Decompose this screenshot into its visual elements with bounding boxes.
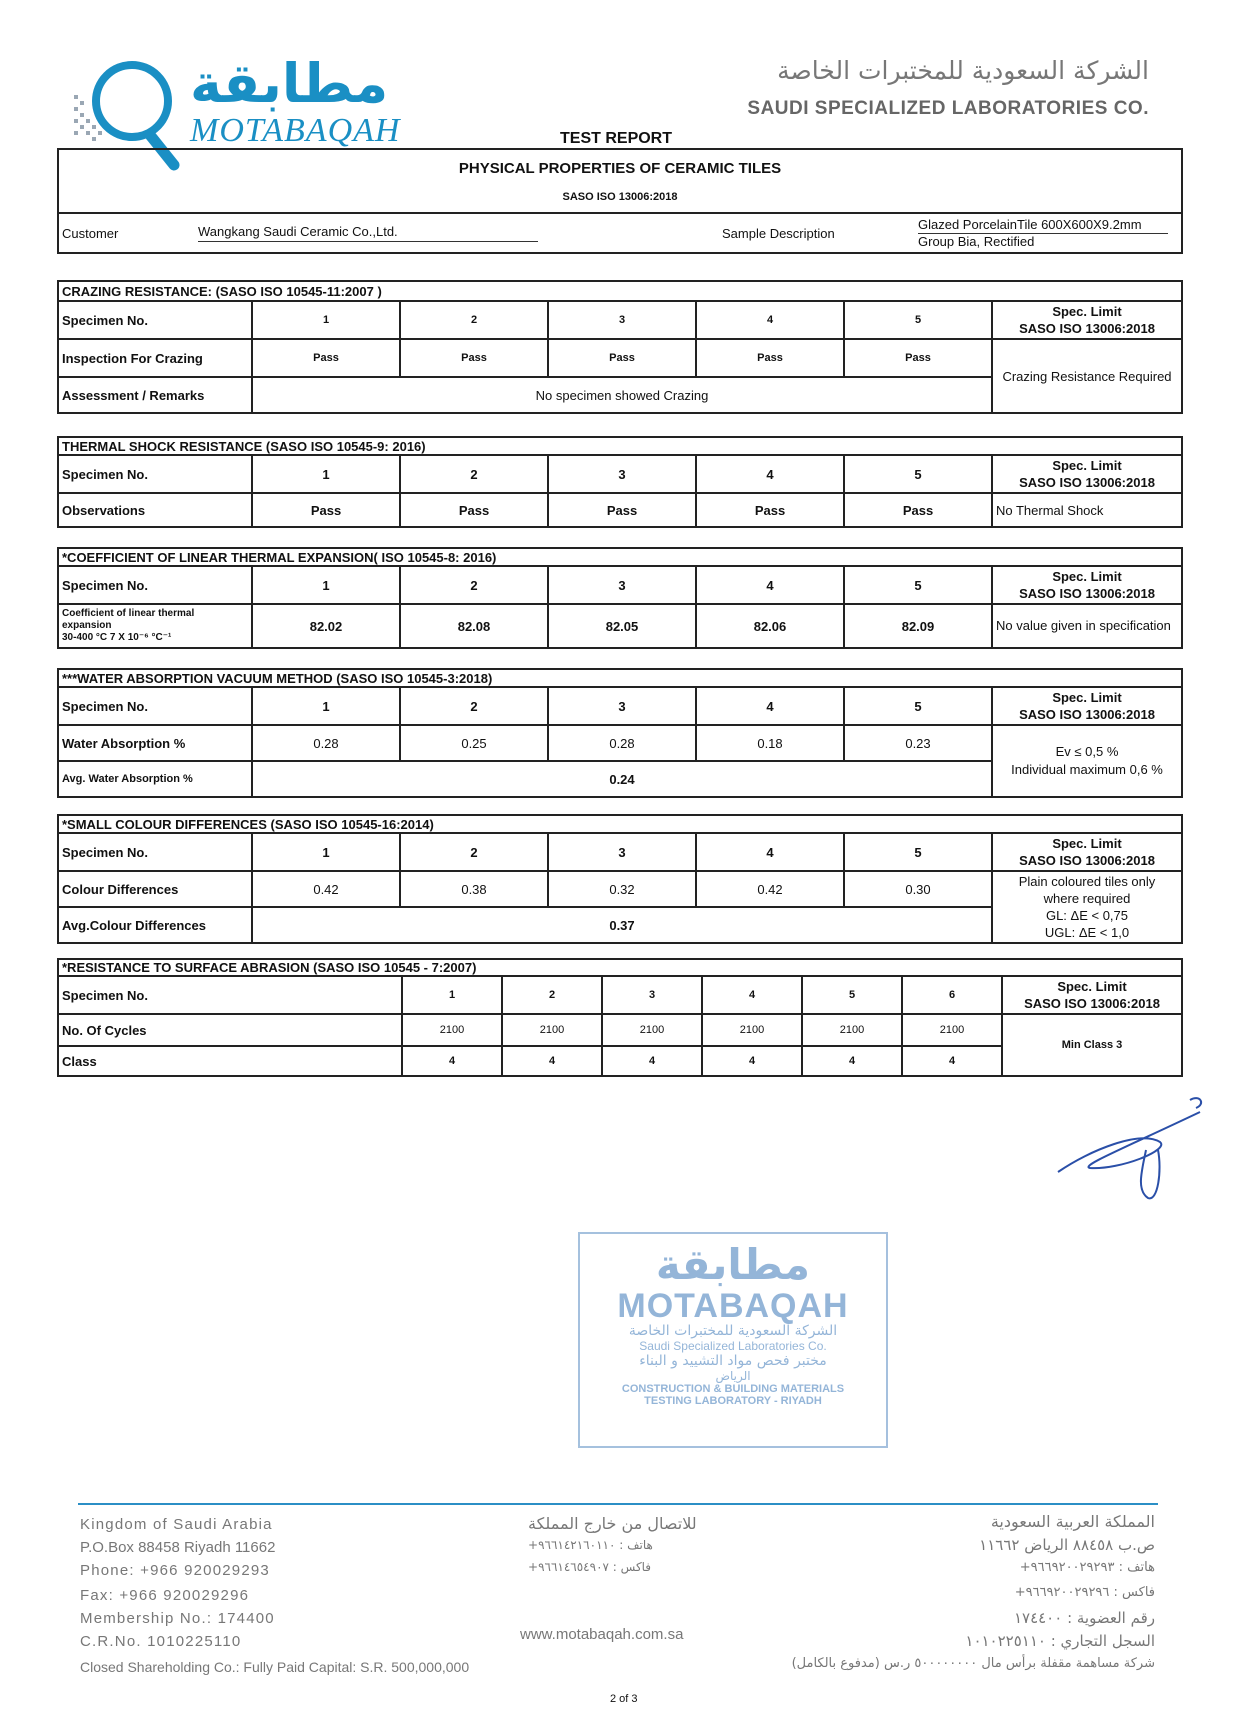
specimen-number: 2	[502, 976, 602, 1014]
footer-capital: Closed Shareholding Co.: Fully Paid Capital: S.R. 500,000,000	[80, 1659, 470, 1675]
company-stamp	[578, 1232, 888, 1448]
colour-difference-value: 0.42	[696, 871, 844, 907]
expansion-coefficient-label	[58, 604, 252, 648]
specimen-number: 2	[400, 833, 548, 871]
colour-limit-line3: GL: ΔE < 0,75	[1045, 908, 1129, 923]
spec-limit-label: Spec. Limit	[1052, 304, 1122, 319]
crazing-result: Pass	[844, 339, 992, 377]
colour-section-title: *SMALL COLOUR DIFFERENCES (SASO ISO 10545-16:2014)	[58, 815, 1182, 833]
thermal-result: Pass	[252, 493, 400, 527]
specimen-number: 1	[252, 455, 400, 493]
expansion-value: 82.09	[844, 604, 992, 648]
water-section-title: ***WATER ABSORPTION VACUUM METHOD (SASO ISO 10545-3:2018)	[58, 669, 1182, 687]
specimen-number: 3	[548, 301, 696, 339]
crazing-remarks: No specimen showed Crazing	[252, 377, 992, 413]
logo-english-text: MOTABAQAH	[190, 112, 401, 149]
crazing-table	[57, 280, 1183, 414]
colour-differences-label: Colour Differences	[58, 871, 252, 907]
footer-country-arabic: المملكة العربية السعودية	[990, 1512, 1155, 1531]
specimen-number: 2	[400, 566, 548, 604]
thermal-result: Pass	[696, 493, 844, 527]
observations-label: Observations	[58, 493, 252, 527]
specimen-number: 3	[548, 833, 696, 871]
spec-limit-header	[992, 833, 1182, 871]
footer-intl-contact: للاتصال من خارج المملكة	[528, 1514, 697, 1533]
specimen-number: 3	[548, 687, 696, 725]
customer-label: Customer	[58, 213, 195, 253]
spec-limit-header	[992, 566, 1182, 604]
stamp-logo-arabic: مطابقة	[655, 1240, 811, 1289]
class-value: 4	[402, 1046, 502, 1076]
cycles-value: 2100	[502, 1014, 602, 1046]
specimen-number: 5	[844, 455, 992, 493]
avg-colour-differences-label: Avg.Colour Differences	[58, 907, 252, 943]
spec-standard: SASO ISO 13006:2018	[1019, 853, 1155, 868]
stamp-company-english: Saudi Specialized Laboratories Co.	[639, 1339, 827, 1353]
cycles-label: No. Of Cycles	[58, 1014, 402, 1046]
stamp-lab-city: TESTING LABORATORY - RIYADH	[644, 1395, 822, 1407]
spec-limit-header	[992, 301, 1182, 339]
expansion-spec-limit: No value given in specification	[992, 604, 1182, 648]
footer-capital-arabic: شركة مساهمة مقفلة برأس مال ٥٠٠٠٠٠٠٠٠ ر.س (مدفوع بالكامل)	[791, 1656, 1155, 1671]
spec-limit-header	[992, 687, 1182, 725]
page-number: 2 of 3	[610, 1693, 638, 1705]
specimen-number: 3	[548, 455, 696, 493]
specimen-number: 4	[702, 976, 802, 1014]
water-spec-limit	[992, 725, 1182, 797]
crazing-result: Pass	[548, 339, 696, 377]
footer-website-link[interactable]: www.motabaqah.com.sa	[520, 1626, 684, 1643]
specimen-no-label: Specimen No.	[58, 833, 252, 871]
avg-water-absorption-value: 0.24	[252, 761, 992, 797]
sample-value-line1: Glazed PorcelainTile 600X600X9.2mm	[918, 216, 1142, 232]
assessment-remarks-label: Assessment / Remarks	[58, 377, 252, 413]
cycles-value: 2100	[702, 1014, 802, 1046]
sample-value-line2: Group Bia, Rectified	[918, 233, 1168, 250]
specimen-number: 5	[844, 566, 992, 604]
specimen-number: 1	[252, 301, 400, 339]
expansion-value: 82.02	[252, 604, 400, 648]
footer-fax: Fax: +966 920029296	[80, 1587, 250, 1604]
footer-fax-arabic: فاكس : ٩٦٦٩٢٠٠٢٩٢٩٦+	[1014, 1585, 1155, 1600]
colour-difference-value: 0.38	[400, 871, 548, 907]
specimen-number: 5	[844, 687, 992, 725]
spec-limit-label: Spec. Limit	[1057, 979, 1127, 994]
cycles-value: 2100	[402, 1014, 502, 1046]
specimen-number: 4	[696, 455, 844, 493]
thermal-section-title: THERMAL SHOCK RESISTANCE (SASO ISO 10545-9: 2016)	[58, 437, 1182, 455]
spec-standard: SASO ISO 13006:2018	[1019, 707, 1155, 722]
specimen-number: 4	[696, 687, 844, 725]
specimen-no-label: Specimen No.	[58, 455, 252, 493]
spec-limit-label: Spec. Limit	[1052, 690, 1122, 705]
specimen-no-label: Specimen No.	[58, 301, 252, 339]
specimen-number: 5	[844, 833, 992, 871]
footer-pobox: P.O.Box 88458 Riyadh 11662	[80, 1539, 276, 1556]
water-absorption-label: Water Absorption %	[58, 725, 252, 761]
spec-limit-label: Spec. Limit	[1052, 458, 1122, 473]
spec-limit-label: Spec. Limit	[1052, 569, 1122, 584]
water-absorption-value: 0.18	[696, 725, 844, 761]
title-info-table	[57, 148, 1183, 254]
crazing-result: Pass	[400, 339, 548, 377]
stamp-logo-english: MOTABAQAH	[617, 1287, 849, 1325]
customer-value: Wangkang Saudi Ceramic Co.,Ltd.	[198, 224, 538, 242]
specimen-number: 1	[252, 687, 400, 725]
specimen-number: 4	[696, 566, 844, 604]
water-absorption-table	[57, 668, 1183, 798]
colour-limit-line4: UGL: ΔE < 1,0	[1044, 925, 1130, 940]
thermal-shock-table	[57, 436, 1183, 528]
surface-abrasion-table	[57, 958, 1183, 1077]
stamp-company-arabic: الشركة السعودية للمختبرات الخاصة	[628, 1323, 838, 1339]
specimen-number: 4	[696, 301, 844, 339]
thermal-spec-limit: No Thermal Shock	[992, 493, 1182, 527]
water-limit-line2: Individual maximum 0,6 %	[1011, 762, 1163, 777]
specimen-number: 1	[402, 976, 502, 1014]
report-title: TEST REPORT	[560, 130, 673, 147]
crazing-section-title: CRAZING RESISTANCE: (SASO ISO 10545-11:2007 )	[58, 281, 1182, 301]
water-absorption-value: 0.25	[400, 725, 548, 761]
specimen-number: 4	[696, 833, 844, 871]
stamp-lab-english: CONSTRUCTION & BUILDING MATERIALS	[621, 1383, 845, 1395]
expansion-label-line1: Coefficient of linear thermal	[62, 608, 195, 619]
abrasion-spec-limit: Min Class 3	[1002, 1014, 1182, 1076]
water-limit-line1: Ev ≤ 0,5 %	[1055, 744, 1119, 759]
specimen-no-label: Specimen No.	[58, 566, 252, 604]
expansion-value: 82.08	[400, 604, 548, 648]
footer-country: Kingdom of Saudi Arabia	[80, 1516, 273, 1533]
footer-cr-arabic: السجل التجاري : ١٠١٠٢٢٥١١٠	[965, 1632, 1155, 1650]
sample-label: Sample Description	[719, 213, 915, 253]
class-value: 4	[602, 1046, 702, 1076]
expansion-value: 82.06	[696, 604, 844, 648]
footer-membership: Membership No.: 174400	[80, 1610, 275, 1627]
spec-standard: SASO ISO 13006:2018	[1019, 586, 1155, 601]
expansion-value: 82.05	[548, 604, 696, 648]
spec-standard: SASO ISO 13006:2018	[1019, 475, 1155, 490]
footer-membership-arabic: رقم العضوية : ١٧٤٤٠٠	[1013, 1609, 1155, 1627]
crazing-result: Pass	[696, 339, 844, 377]
stamp-lab-arabic: مختبر فحص مواد التشييد و البناء	[639, 1353, 827, 1369]
class-value: 4	[502, 1046, 602, 1076]
cycles-value: 2100	[602, 1014, 702, 1046]
expansion-section-title: *COEFFICIENT OF LINEAR THERMAL EXPANSION( ISO 10545-8: 2016)	[58, 548, 1182, 566]
footer-cr-number: C.R.No. 1010225110	[80, 1633, 242, 1650]
specimen-number: 3	[602, 976, 702, 1014]
spec-limit-header	[992, 455, 1182, 493]
standard-reference: SASO ISO 13006:2018	[562, 190, 678, 203]
colour-difference-value: 0.42	[252, 871, 400, 907]
signature-icon	[1050, 1090, 1210, 1210]
specimen-no-label: Specimen No.	[58, 687, 252, 725]
footer-phone-arabic: هاتف : ٩٦٦٩٢٠٠٢٩٢٩٣+	[1019, 1560, 1155, 1575]
specimen-number: 2	[400, 455, 548, 493]
spec-limit-header	[1002, 976, 1182, 1014]
water-absorption-value: 0.28	[548, 725, 696, 761]
colour-limit-line1: Plain coloured tiles only	[1018, 874, 1156, 889]
specimen-number: 5	[802, 976, 902, 1014]
colour-spec-limit	[992, 871, 1182, 943]
class-value: 4	[802, 1046, 902, 1076]
footer-intl-phone: هاتف : ٩٦٦١٤٢١٦٠١١٠+	[528, 1538, 653, 1552]
class-value: 4	[902, 1046, 1002, 1076]
footer-intl-fax: فاكس : ٩٦٦١٤٦٥٤٩٠٧+	[528, 1560, 652, 1574]
water-absorption-value: 0.28	[252, 725, 400, 761]
specimen-number: 3	[548, 566, 696, 604]
document-title: PHYSICAL PROPERTIES OF CERAMIC TILES	[458, 159, 782, 177]
avg-colour-difference-value: 0.37	[252, 907, 992, 943]
thermal-result: Pass	[844, 493, 992, 527]
footer-pobox-arabic: ص.ب ٨٨٤٥٨ الرياض ١١٦٦٢	[979, 1536, 1155, 1554]
stamp-city-arabic: الرياض	[715, 1369, 751, 1383]
spec-standard: SASO ISO 13006:2018	[1019, 321, 1155, 336]
expansion-label-line2: expansion	[62, 620, 112, 631]
class-label: Class	[58, 1046, 402, 1076]
thermal-expansion-table	[57, 547, 1183, 649]
specimen-no-label: Specimen No.	[58, 976, 402, 1014]
specimen-number: 6	[902, 976, 1002, 1014]
specimen-number: 2	[400, 301, 548, 339]
inspection-crazing-label: Inspection For Crazing	[58, 339, 252, 377]
company-name-english: SAUDI SPECIALIZED LABORATORIES CO.	[747, 98, 1149, 119]
crazing-spec-limit: Crazing Resistance Required	[992, 339, 1182, 413]
abrasion-section-title: *RESISTANCE TO SURFACE ABRASION (SASO ISO 10545 - 7:2007)	[58, 959, 1182, 976]
colour-difference-value: 0.30	[844, 871, 992, 907]
company-name-arabic: الشركة السعودية للمختبرات الخاصة	[777, 56, 1149, 85]
water-absorption-value: 0.23	[844, 725, 992, 761]
expansion-label-line3: 30-400 °C 7 X 10⁻⁶ °C⁻¹	[62, 632, 172, 643]
spec-standard: SASO ISO 13006:2018	[1024, 996, 1160, 1011]
colour-difference-value: 0.32	[548, 871, 696, 907]
thermal-result: Pass	[400, 493, 548, 527]
cycles-value: 2100	[902, 1014, 1002, 1046]
cycles-value: 2100	[802, 1014, 902, 1046]
specimen-number: 1	[252, 833, 400, 871]
avg-water-absorption-label: Avg. Water Absorption %	[58, 761, 252, 797]
colour-differences-table	[57, 814, 1183, 944]
specimen-number: 5	[844, 301, 992, 339]
logo-arabic-text: مطابقة	[190, 52, 389, 115]
specimen-number: 1	[252, 566, 400, 604]
footer-phone: Phone: +966 920029293	[80, 1562, 270, 1579]
footer-divider	[78, 1503, 1158, 1505]
colour-limit-line2: where required	[1043, 891, 1131, 906]
class-value: 4	[702, 1046, 802, 1076]
thermal-result: Pass	[548, 493, 696, 527]
specimen-number: 2	[400, 687, 548, 725]
crazing-result: Pass	[252, 339, 400, 377]
spec-limit-label: Spec. Limit	[1052, 836, 1122, 851]
